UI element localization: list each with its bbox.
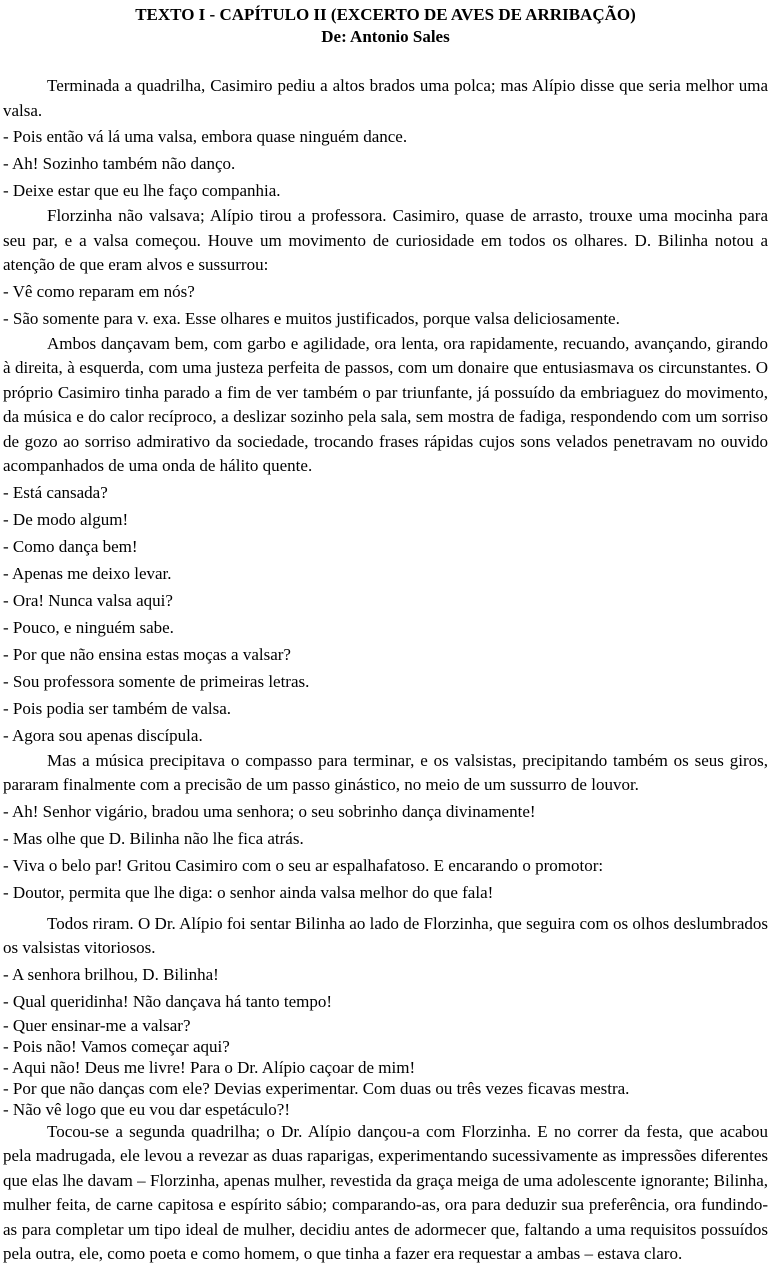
document-title: TEXTO I - CAPÍTULO II (EXCERTO DE AVES DE ARRIBAÇÃO) [135,5,636,24]
dialogue-line: - Por que não ensina estas moças a valsar? [3,644,291,664]
text-body [3,74,768,1267]
dialogue-line: - Por que não danças com ele? Devias experimentar. Com duas ou três vezes ficavas mestra. [3,1078,630,1098]
dialogue-line: - Viva o belo par! Gritou Casimiro com o seu ar espalhafatoso. E encarando o promotor: [3,855,604,875]
dialogue-line: - Apenas me deixo levar. [3,563,172,583]
dialogue-line: - Não vê logo que eu vou dar espetáculo?! [3,1099,290,1119]
narrative-paragraph: Terminada a quadrilha, Casimiro pediu a altos brados uma polca; mas Alípio disse que seria melhor uma valsa. [3,76,768,120]
narrative-paragraph: Mas a música precipitava o compasso para terminar, e os valsistas, precipitando também os seus giros, pararam finalmente com a precisão de um passo ginástico, no meio de um sussurro de louvor. [3,750,768,794]
narrative-paragraph: Tocou-se a segunda quadrilha; o Dr. Alípio dançou-a com Florzinha. E no correr da festa, que acabou pela madrugada, ele levou a revezar as duas raparigas, experimentando sucessivamente as impressões diferentes que elas lhe davam – Florzinha, apenas mulher, revestida da graça meiga de uma adolescente ignorante; Bilinha, mulher feita, de carne capitosa e espírito sábio; comparando-as, ora para deduzir sua preferência, ora fundindo-as para completar um tipo ideal de mulher, decidiu antes de adormecer que, faltando a uma requisitos possuídos pela outra, ele, como poeta e como homem, o que tinha a fazer era requestar a ambas – estava claro. [3,1121,768,1263]
dialogue-line: - Doutor, permita que lhe diga: o senhor ainda valsa melhor do que fala! [3,882,494,902]
dialogue-line: - Como dança bem! [3,536,138,556]
dialogue-line: - Aqui não! Deus me livre! Para o Dr. Alípio caçoar de mim! [3,1057,416,1077]
dialogue-line: - Ah! Senhor vigário, bradou uma senhora; o seu sobrinho dança divinamente! [3,801,536,821]
dialogue-line: - Pois podia ser também de valsa. [3,698,232,718]
narrative-paragraph: Todos riram. O Dr. Alípio foi sentar Bilinha ao lado de Florzinha, que seguira com os olhos deslumbrados os valsistas vitoriosos. [3,913,768,957]
dialogue-line: - De modo algum! [3,509,129,529]
dialogue-line: - Ora! Nunca valsa aqui? [3,590,173,610]
narrative-paragraph: Ambos dançavam bem, com garbo e agilidade, ora lenta, ora rapidamente, recuando, avançando, girando à direita, à esquerda, com uma justeza perfeita de passos, com um donaire que entusiasmava os circunstantes. O próprio Casimiro tinha parado a fim de ver também o par triunfante, já possuído da embriaguez do movimento, da música e do calor recíproco, a deslizar sozinho pela sala, sem mostra de fadiga, respondendo com um sorriso de gozo ao sorriso admirativo da sociedade, trocando frases rápidas cujos sons velados penetravam no ouvido acompanhados de uma onda de hálito quente. [3,333,768,475]
dialogue-line: - Pois não! Vamos começar aqui? [3,1036,230,1056]
dialogue-line: - Deixe estar que eu lhe faço companhia. [3,181,281,200]
dialogue-line: - Ah! Sozinho também não danço. [3,154,236,173]
dialogue-line: - Agora sou apenas discípula. [3,725,203,745]
dialogue-line: - A senhora brilhou, D. Bilinha! [3,964,219,984]
dialogue-line: - Vê como reparam em nós? [3,281,195,301]
dialogue-line: - Quer ensinar-me a valsar? [3,1015,191,1035]
dialogue-line: - Sou professora somente de primeiras letras. [3,671,310,691]
dialogue-line: - Está cansada? [3,482,108,502]
narrative-paragraph: Florzinha não valsava; Alípio tirou a professora. Casimiro, quase de arrasto, trouxe uma mocinha para seu par, e a valsa começou. Houve um movimento de curiosidade em todos os olhares. D. Bilinha notou a atenção de que eram alvos e sussurrou: [3,206,768,274]
dialogue-line: - Qual queridinha! Não dançava há tanto tempo! [3,991,333,1011]
dialogue-line: - Pois então vá lá uma valsa, embora quase ninguém dance. [3,127,408,146]
dialogue-line: - São somente para v. exa. Esse olhares e muitos justificados, porque valsa deliciosamente. [3,308,620,328]
dialogue-line: - Pouco, e ninguém sabe. [3,617,174,637]
dialogue-line: - Mas olhe que D. Bilinha não lhe fica atrás. [3,828,304,848]
document-author: De: Antonio Sales [321,27,450,46]
